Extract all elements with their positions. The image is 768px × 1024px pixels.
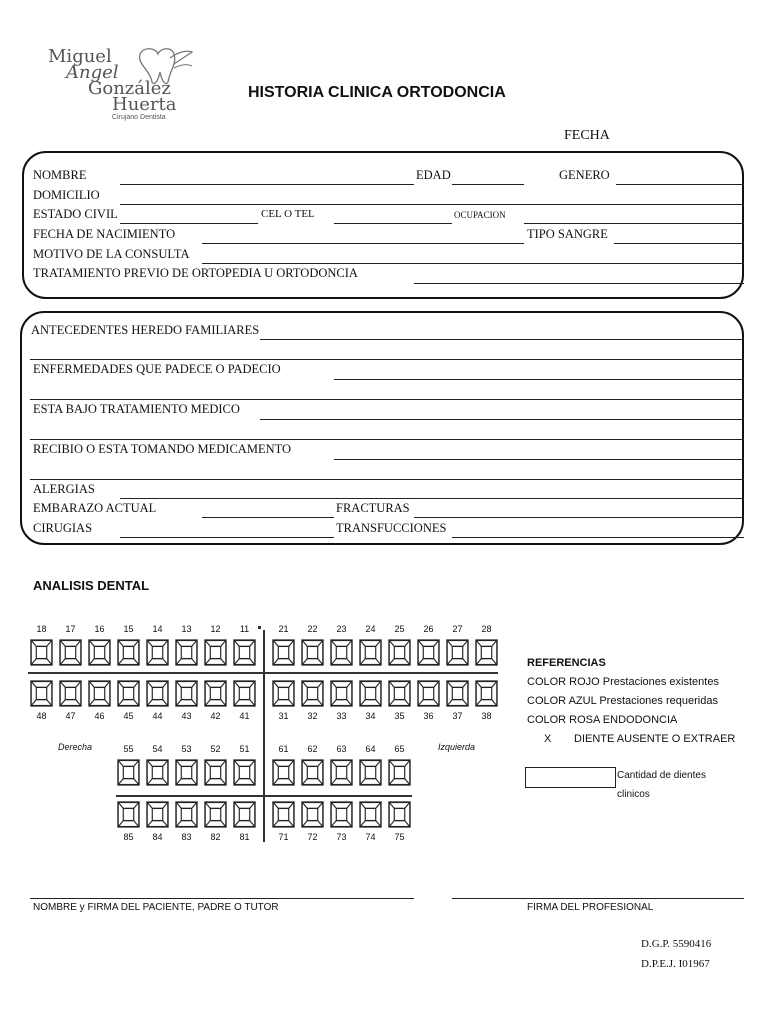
tooth-number: 81 [239,832,250,842]
tooth-number: 24 [365,624,376,634]
odontogram-upper-divider [28,672,498,674]
tooth-cell[interactable] [88,639,111,666]
tooth-cell[interactable] [359,639,382,666]
tooth-number: 52 [210,744,221,754]
tooth-cell[interactable] [388,759,411,786]
tooth-number: 55 [123,744,134,754]
tooth-number: 46 [94,711,105,721]
tooth-cell[interactable] [233,680,256,707]
tooth-cell[interactable] [446,639,469,666]
tooth-cell[interactable] [59,639,82,666]
odontogram-right-dot [258,626,261,629]
page-title: HISTORIA CLINICA ORTODONCIA [248,84,506,101]
tooth-cell[interactable] [30,680,53,707]
tooth-cell[interactable] [146,680,169,707]
medicamento-field[interactable] [334,459,744,460]
tooth-cell[interactable] [59,680,82,707]
tooth-cell[interactable] [233,801,256,828]
fecha-label: FECHA [564,128,610,143]
tooth-cell[interactable] [475,639,498,666]
logo-name-line4: Huerta [112,94,177,115]
tooth-number: 25 [394,624,405,634]
tooth-number: 84 [152,832,163,842]
tooth-cell[interactable] [475,680,498,707]
tooth-number: 33 [336,711,347,721]
tooth-number: 32 [307,711,318,721]
tooth-number: 12 [210,624,221,634]
tooth-number: 82 [210,832,221,842]
antecedentes-field-2[interactable] [30,359,744,360]
odontogram-midline [263,630,265,842]
tipo-sangre-field[interactable] [614,243,744,244]
patient-signature-line[interactable] [30,898,414,899]
tooth-cell[interactable] [330,801,353,828]
tooth-cell[interactable] [301,639,324,666]
tooth-number: 28 [481,624,492,634]
reference-item: COLOR ROSA ENDODONCIA [527,714,678,726]
tooth-number: 31 [278,711,289,721]
estado-civil-label: ESTADO CIVIL [33,207,118,221]
tooth-cell[interactable] [204,639,227,666]
genero-label: GENERO [559,168,610,182]
odontogram-primary-divider [116,795,412,797]
tooth-cell[interactable] [88,680,111,707]
logo-name-line3: González [88,78,171,99]
fecha-nacimiento-label: FECHA DE NACIMIENTO [33,227,176,241]
tooth-number: 83 [181,832,192,842]
tooth-cell[interactable] [146,759,169,786]
antecedentes-label: ANTECEDENTES HEREDO FAMILIARES [31,323,260,337]
tooth-number: 47 [65,711,76,721]
tooth-number: 54 [152,744,163,754]
tooth-number: 65 [394,744,405,754]
embarazo-label: EMBARAZO ACTUAL [33,501,157,515]
ocupacion-label: OCUPACION [454,210,506,220]
tooth-count-label-2: clinicos [617,789,650,800]
tooth-logo-icon [134,46,194,86]
tooth-cell[interactable] [359,680,382,707]
enfermedades-field-2[interactable] [30,399,744,400]
alergias-field[interactable] [120,498,744,499]
antecedentes-field[interactable] [260,339,744,340]
tooth-cell[interactable] [388,801,411,828]
tooth-cell[interactable] [272,639,295,666]
clinic-logo [46,44,206,126]
tooth-number: 51 [239,744,250,754]
tooth-number: 16 [94,624,105,634]
logo-subtitle: Cirujano Dentista [112,114,166,121]
tooth-cell[interactable] [204,801,227,828]
tooth-cell[interactable] [446,680,469,707]
logo-name-line2: Angel [66,62,119,83]
tooth-number: 48 [36,711,47,721]
tooth-number: 37 [452,711,463,721]
estado-civil-field[interactable] [120,223,258,224]
domicilio-label: DOMICILIO [33,188,100,202]
tooth-cell[interactable] [117,801,140,828]
tooth-cell[interactable] [272,801,295,828]
tratamiento-previo-label: TRATAMIENTO PREVIO DE ORTOPEDIA U ORTODONCIA [33,266,358,280]
tooth-number: 72 [307,832,318,842]
tooth-number: 38 [481,711,492,721]
logo-name-line1: Miguel [48,46,112,67]
fracturas-field[interactable] [414,517,744,518]
tooth-number: 35 [394,711,405,721]
tooth-number: 63 [336,744,347,754]
fracturas-label: FRACTURAS [336,501,410,515]
tooth-number: 34 [365,711,376,721]
tooth-number: 13 [181,624,192,634]
motivo-field[interactable] [202,263,744,264]
tooth-cell[interactable] [175,759,198,786]
tooth-number: 11 [239,624,250,634]
tooth-cell[interactable] [330,759,353,786]
tooth-cell[interactable] [330,639,353,666]
tooth-number: 44 [152,711,163,721]
tooth-number: 27 [452,624,463,634]
tooth-cell[interactable] [175,680,198,707]
tratamiento-medico-field[interactable] [260,419,744,420]
tooth-count-label: Cantidad de dientes [617,770,706,781]
reference-item: COLOR ROJO Prestaciones existentes [527,676,719,688]
tooth-number: 42 [210,711,221,721]
enfermedades-label: ENFERMEDADES QUE PADECE O PADECIO [33,362,281,376]
professional-signature-label: FIRMA DEL PROFESIONAL [527,902,654,913]
tooth-number: 85 [123,832,134,842]
tooth-number: 22 [307,624,318,634]
tooth-number: 74 [365,832,376,842]
embarazo-field[interactable] [202,517,334,518]
enfermedades-field[interactable] [334,379,744,380]
tooth-cell[interactable] [301,759,324,786]
tratamiento-previo-field[interactable] [414,283,744,284]
patient-signature-label: NOMBRE y FIRMA DEL PACIENTE, PADRE O TUTOR [33,902,279,913]
tooth-cell[interactable] [175,639,198,666]
tooth-number: 43 [181,711,192,721]
tooth-number: 21 [278,624,289,634]
tooth-cell[interactable] [117,759,140,786]
reference-item: COLOR AZUL Prestaciones requeridas [527,695,718,707]
tooth-cell[interactable] [359,801,382,828]
nombre-field[interactable] [120,184,414,185]
transfusiones-field[interactable] [452,537,744,538]
medicamento-label: RECIBIO O ESTA TOMANDO MEDICAMENTO [33,442,292,456]
nombre-label: NOMBRE [33,168,87,182]
tooth-cell[interactable] [233,639,256,666]
transfusiones-label: TRANSFUCCIONES [336,521,447,535]
tooth-cell[interactable] [233,759,256,786]
tooth-number: 53 [181,744,192,754]
dpej-number: D.P.E.J. I01967 [641,958,710,970]
cel-field[interactable] [334,223,452,224]
tooth-number: 61 [278,744,289,754]
tooth-number: 45 [123,711,134,721]
genero-field[interactable] [616,184,744,185]
tooth-number: 64 [365,744,376,754]
reference-x-mark: X [544,733,552,745]
tratamiento-medico-field-2[interactable] [30,439,744,440]
tooth-cell[interactable] [301,801,324,828]
edad-field[interactable] [452,184,524,185]
professional-signature-line[interactable] [452,898,744,899]
derecha-label: Derecha [58,742,93,752]
tooth-cell[interactable] [204,759,227,786]
domicilio-field[interactable] [120,204,744,205]
tooth-cell[interactable] [117,680,140,707]
tratamiento-medico-label: ESTA BAJO TRATAMIENTO MEDICO [33,402,240,416]
tipo-sangre-label: TIPO SANGRE [527,227,608,241]
tooth-cell[interactable] [417,639,440,666]
cel-label: CEL O TEL [261,208,315,220]
tooth-number: 36 [423,711,434,721]
tooth-cell[interactable] [301,680,324,707]
tooth-cell[interactable] [388,639,411,666]
tooth-number: 18 [36,624,47,634]
tooth-cell[interactable] [117,639,140,666]
tooth-number: 71 [278,832,289,842]
cirugias-label: CIRUGIAS [33,521,93,535]
edad-label: EDAD [416,168,451,182]
tooth-cell[interactable] [175,801,198,828]
dgp-number: D.G.P. 5590416 [641,938,712,950]
motivo-label: MOTIVO DE LA CONSULTA [33,247,190,261]
tooth-number: 41 [239,711,250,721]
tooth-cell[interactable] [359,759,382,786]
tooth-cell[interactable] [417,680,440,707]
ocupacion-field[interactable] [524,223,744,224]
tooth-cell[interactable] [146,639,169,666]
cirugias-field[interactable] [120,537,334,538]
alergias-label: ALERGIAS [33,482,95,496]
tooth-cell[interactable] [388,680,411,707]
tooth-number: 62 [307,744,318,754]
tooth-cell[interactable] [30,639,53,666]
fecha-nacimiento-field[interactable] [202,243,524,244]
tooth-cell[interactable] [204,680,227,707]
tooth-number: 17 [65,624,76,634]
tooth-number: 75 [394,832,405,842]
tooth-cell[interactable] [272,759,295,786]
references-title: REFERENCIAS [527,657,606,669]
tooth-number: 26 [423,624,434,634]
reference-x-text: DIENTE AUSENTE O EXTRAER [574,733,736,745]
tooth-number: 14 [152,624,163,634]
izquierda-label: Izquierda [438,742,476,752]
tooth-number: 73 [336,832,347,842]
tooth-count-box[interactable] [525,767,616,788]
tooth-cell[interactable] [146,801,169,828]
tooth-cell[interactable] [272,680,295,707]
tooth-number: 23 [336,624,347,634]
dental-heading: ANALISIS DENTAL [33,578,150,593]
medicamento-field-2[interactable] [30,479,744,480]
tooth-cell[interactable] [330,680,353,707]
tooth-number: 15 [123,624,134,634]
